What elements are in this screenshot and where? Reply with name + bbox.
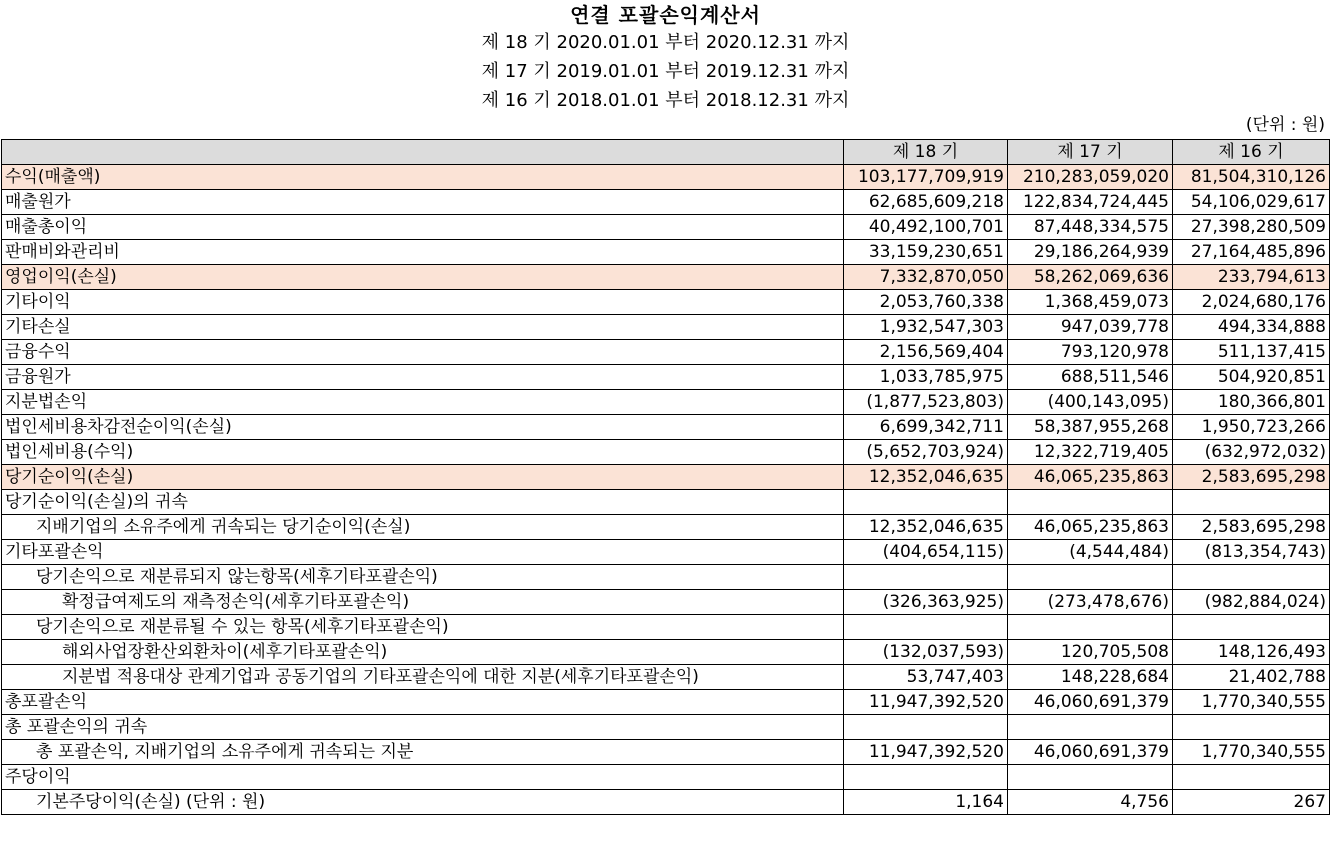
value-16: 2,583,695,298 [1173, 465, 1330, 490]
value-16: 1,770,340,555 [1173, 740, 1330, 765]
period-18: 제 18 기 2020.01.01 부터 2020.12.31 까지 [481, 32, 850, 53]
row-label: 당기순이익(손실) [2, 465, 844, 490]
value-16 [1173, 615, 1330, 640]
value-17: 210,283,059,020 [1008, 165, 1173, 190]
value-16: 494,334,888 [1173, 315, 1330, 340]
table-row [2, 615, 1330, 640]
table-row [2, 515, 1330, 540]
row-label: 법인세비용차감전순이익(손실) [2, 415, 844, 440]
value-18 [844, 565, 1008, 590]
value-18 [844, 715, 1008, 740]
value-18: 11,947,392,520 [844, 740, 1008, 765]
value-16: 504,920,851 [1173, 365, 1330, 390]
value-17: 947,039,778 [1008, 315, 1173, 340]
table-row [2, 365, 1330, 390]
value-17: 58,262,069,636 [1008, 265, 1173, 290]
value-17: 46,065,235,863 [1008, 515, 1173, 540]
row-label: 확정급여제도의 재측정손익(세후기타포괄손익) [2, 590, 844, 615]
value-16: 27,164,485,896 [1173, 240, 1330, 265]
value-16 [1173, 715, 1330, 740]
value-16: 2,024,680,176 [1173, 290, 1330, 315]
value-17 [1008, 490, 1173, 515]
row-label: 기타손실 [2, 315, 844, 340]
row-label: 영업이익(손실) [2, 265, 844, 290]
value-18: 62,685,609,218 [844, 190, 1008, 215]
value-17: 688,511,546 [1008, 365, 1173, 390]
row-label: 해외사업장환산외환차이(세후기타포괄손익) [2, 640, 844, 665]
value-17: 87,448,334,575 [1008, 215, 1173, 240]
value-18: 6,699,342,711 [844, 415, 1008, 440]
row-label: 주당이익 [2, 765, 844, 790]
value-18: (1,877,523,803) [844, 390, 1008, 415]
value-18: 11,947,392,520 [844, 690, 1008, 715]
table-row [2, 690, 1330, 715]
row-label: 매출원가 [2, 190, 844, 215]
row-label: 금융원가 [2, 365, 844, 390]
value-18 [844, 765, 1008, 790]
value-18: 1,932,547,303 [844, 315, 1008, 340]
table-row [2, 640, 1330, 665]
table-row [2, 290, 1330, 315]
value-18: 7,332,870,050 [844, 265, 1008, 290]
value-17: 793,120,978 [1008, 340, 1173, 365]
value-17 [1008, 565, 1173, 590]
value-17: (273,478,676) [1008, 590, 1173, 615]
table-row [2, 740, 1330, 765]
row-label: 당기손익으로 재분류되지 않는항목(세후기타포괄손익) [2, 565, 844, 590]
table-row [2, 540, 1330, 565]
value-16 [1173, 765, 1330, 790]
table-row [2, 240, 1330, 265]
table-row [2, 715, 1330, 740]
period-17: 제 17 기 2019.01.01 부터 2019.12.31 까지 [481, 61, 850, 82]
value-16: 180,366,801 [1173, 390, 1330, 415]
value-16: 81,504,310,126 [1173, 165, 1330, 190]
value-16: 511,137,415 [1173, 340, 1330, 365]
table-row [2, 340, 1330, 365]
header-col-16: 제 16 기 [1173, 140, 1330, 165]
value-16: 233,794,613 [1173, 265, 1330, 290]
table-body [2, 165, 1330, 815]
value-18 [844, 490, 1008, 515]
value-16 [1173, 565, 1330, 590]
value-18: 103,177,709,919 [844, 165, 1008, 190]
value-18: (326,363,925) [844, 590, 1008, 615]
value-16: 267 [1173, 790, 1330, 815]
value-16: 1,950,723,266 [1173, 415, 1330, 440]
value-18: 40,492,100,701 [844, 215, 1008, 240]
table-row [2, 390, 1330, 415]
report-title: 연결 포괄손익계산서 [570, 3, 761, 27]
table-row [2, 590, 1330, 615]
value-18: 1,033,785,975 [844, 365, 1008, 390]
table-header-row [2, 140, 1330, 165]
value-17: 120,705,508 [1008, 640, 1173, 665]
table-row [2, 315, 1330, 340]
table-row [2, 490, 1330, 515]
value-16: 1,770,340,555 [1173, 690, 1330, 715]
table-row [2, 265, 1330, 290]
row-label: 총 포괄손익, 지배기업의 소유주에게 귀속되는 지분 [2, 740, 844, 765]
header-col-18: 제 18 기 [844, 140, 1008, 165]
row-label: 당기손익으로 재분류될 수 있는 항목(세후기타포괄손익) [2, 615, 844, 640]
value-18: 33,159,230,651 [844, 240, 1008, 265]
value-17 [1008, 615, 1173, 640]
value-17: 12,322,719,405 [1008, 440, 1173, 465]
value-16: (632,972,032) [1173, 440, 1330, 465]
row-label: 법인세비용(수익) [2, 440, 844, 465]
value-17: (4,544,484) [1008, 540, 1173, 565]
table-row [2, 415, 1330, 440]
row-label: 기타이익 [2, 290, 844, 315]
value-18: (5,652,703,924) [844, 440, 1008, 465]
row-label: 수익(매출액) [2, 165, 844, 190]
row-label: 총포괄손익 [2, 690, 844, 715]
row-label: 기타포괄손익 [2, 540, 844, 565]
value-16: 21,402,788 [1173, 665, 1330, 690]
value-17 [1008, 715, 1173, 740]
unit-label: (단위 : 원) [1245, 115, 1325, 135]
row-label: 지분법 적용대상 관계기업과 공동기업의 기타포괄손익에 대한 지분(세후기타포괄손익) [2, 665, 844, 690]
row-label: 매출총이익 [2, 215, 844, 240]
value-17: (400,143,095) [1008, 390, 1173, 415]
value-16: (813,354,743) [1173, 540, 1330, 565]
value-18: 2,053,760,338 [844, 290, 1008, 315]
value-16: 54,106,029,617 [1173, 190, 1330, 215]
value-16: 2,583,695,298 [1173, 515, 1330, 540]
header-label-cell [2, 140, 844, 165]
table-row [2, 790, 1330, 815]
value-18: 12,352,046,635 [844, 465, 1008, 490]
value-17: 46,065,235,863 [1008, 465, 1173, 490]
value-17: 1,368,459,073 [1008, 290, 1173, 315]
report-header [0, 0, 1331, 115]
header-col-17: 제 17 기 [1008, 140, 1173, 165]
row-label: 금융수익 [2, 340, 844, 365]
table-row [2, 165, 1330, 190]
value-17: 46,060,691,379 [1008, 690, 1173, 715]
value-17: 122,834,724,445 [1008, 190, 1173, 215]
table-row [2, 215, 1330, 240]
income-statement-table [1, 139, 1330, 815]
value-17: 4,756 [1008, 790, 1173, 815]
value-18: 2,156,569,404 [844, 340, 1008, 365]
value-16: (982,884,024) [1173, 590, 1330, 615]
value-18: 12,352,046,635 [844, 515, 1008, 540]
value-16: 148,126,493 [1173, 640, 1330, 665]
table-row [2, 465, 1330, 490]
value-17: 46,060,691,379 [1008, 740, 1173, 765]
value-17: 29,186,264,939 [1008, 240, 1173, 265]
value-18: 1,164 [844, 790, 1008, 815]
value-18: (404,654,115) [844, 540, 1008, 565]
row-label: 지배기업의 소유주에게 귀속되는 당기순이익(손실) [2, 515, 844, 540]
value-17: 148,228,684 [1008, 665, 1173, 690]
table-row [2, 565, 1330, 590]
table-row [2, 765, 1330, 790]
row-label: 기본주당이익(손실) (단위 : 원) [2, 790, 844, 815]
value-18: (132,037,593) [844, 640, 1008, 665]
table-row [2, 190, 1330, 215]
value-17: 58,387,955,268 [1008, 415, 1173, 440]
value-18: 53,747,403 [844, 665, 1008, 690]
table-row [2, 440, 1330, 465]
value-18 [844, 615, 1008, 640]
row-label: 지분법손익 [2, 390, 844, 415]
period-16: 제 16 기 2018.01.01 부터 2018.12.31 까지 [481, 90, 850, 111]
value-16: 27,398,280,509 [1173, 215, 1330, 240]
row-label: 당기순이익(손실)의 귀속 [2, 490, 844, 515]
table-row [2, 665, 1330, 690]
row-label: 총 포괄손익의 귀속 [2, 715, 844, 740]
row-label: 판매비와관리비 [2, 240, 844, 265]
value-16 [1173, 490, 1330, 515]
value-17 [1008, 765, 1173, 790]
